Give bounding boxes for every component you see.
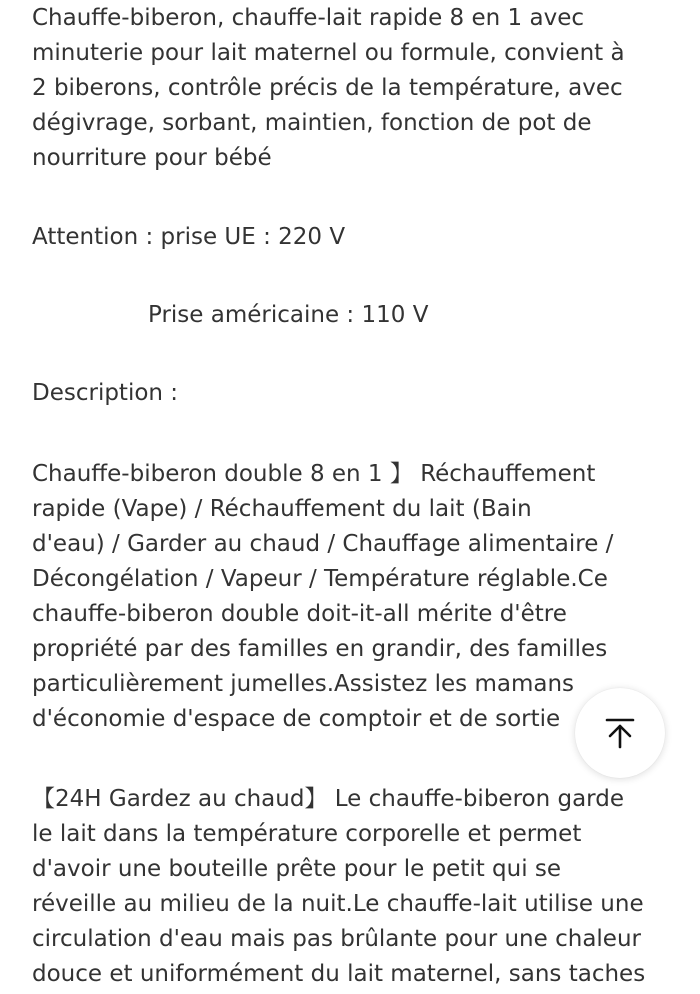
paragraph-line: réveille au milieu de la nuit.Le chauffe-lait utilise une <box>32 891 644 917</box>
arrow-up-to-top-icon <box>603 716 637 750</box>
paragraph-line: 【24H Gardez au chaud】 Le chauffe-biberon garde <box>32 786 624 812</box>
title-line: nourriture pour bébé <box>32 145 272 171</box>
paragraph-line: d'économie d'espace de comptoir et de sortie <box>32 706 561 732</box>
paragraph-line: d'eau) / Garder au chaud / Chauffage alimentaire / <box>32 531 614 557</box>
paragraph-line: rapide (Vape) / Réchauffement du lait (Bain <box>32 496 532 522</box>
product-description <box>32 0 682 992</box>
paragraph-line: douce et uniformément du lait maternel, sans taches <box>32 961 646 987</box>
title-line: dégivrage, sorbant, maintien, fonction de pot de <box>32 110 592 136</box>
paragraph-line: d'avoir une bouteille prête pour le petit qui se <box>32 856 562 882</box>
paragraph-line: Décongélation / Vapeur / Température réglable.Ce <box>32 566 608 592</box>
paragraph-line: chauffe-biberon double doit-it-all mérite d'être <box>32 601 567 627</box>
paragraph-line: particulièrement jumelles.Assistez les mamans <box>32 671 575 697</box>
scroll-to-top-button[interactable] <box>575 688 665 778</box>
product-title <box>32 1 682 176</box>
paragraph-line: propriété par des familles en grandir, des familles <box>32 636 608 662</box>
title-line: minuterie pour lait maternel ou formule, convient à <box>32 40 625 66</box>
paragraph-line: le lait dans la température corporelle et permet <box>32 821 582 847</box>
us-plug-note: Prise américaine : 110 V <box>148 302 429 328</box>
description-heading: Description : <box>32 380 179 406</box>
title-line: Chauffe-biberon, chauffe-lait rapide 8 en 1 avec <box>32 5 584 31</box>
paragraph-line: circulation d'eau mais pas brûlante pour une chaleur <box>32 926 641 952</box>
description-paragraph <box>32 782 682 992</box>
description-paragraph <box>32 457 682 737</box>
title-line: 2 biberons, contrôle précis de la température, avec <box>32 75 623 101</box>
paragraph-line: Chauffe-biberon double 8 en 1 】 Réchauffement <box>32 461 596 487</box>
attention-eu-plug: Attention : prise UE : 220 V <box>32 224 346 250</box>
